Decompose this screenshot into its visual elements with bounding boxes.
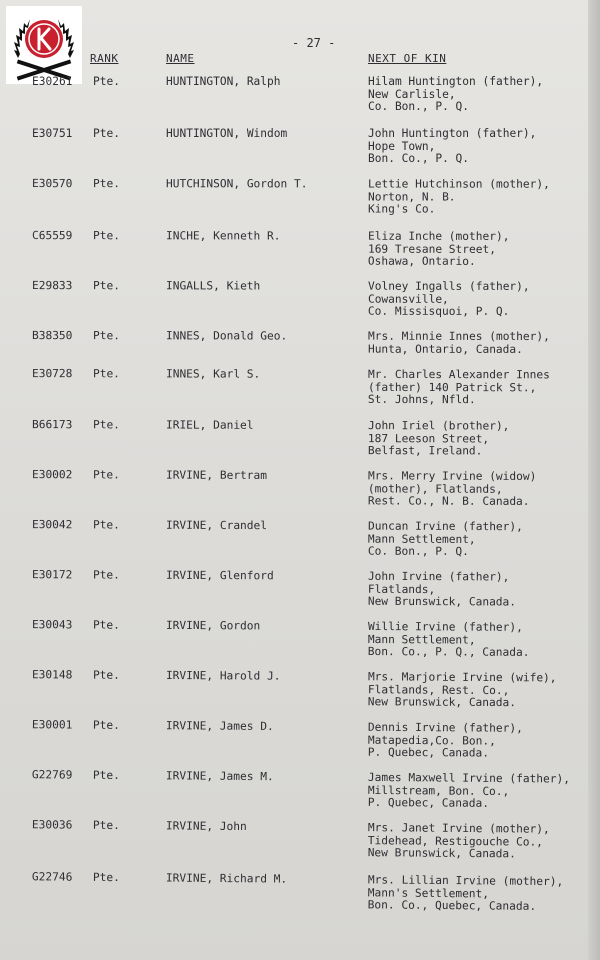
- rank: Pte.: [92, 177, 120, 191]
- soldier-name: HUNTINGTON, Windom: [166, 127, 288, 140]
- service-number: E30261: [32, 75, 73, 88]
- rank: Pte.: [93, 75, 120, 88]
- table-row: [0, 870, 600, 913]
- rank: Pte.: [92, 468, 120, 482]
- service-number: E30036: [31, 818, 73, 832]
- table-row: [0, 367, 600, 407]
- service-number: E30148: [31, 668, 73, 682]
- next-of-kin: Eliza Inche (mother), 169 Tresane Street, Oshawa, Ontario.: [367, 229, 510, 268]
- soldier-name: IRVINE, Bertram: [165, 468, 268, 482]
- next-of-kin: Mrs. Marjorie Irvine (wife), Flatlands, Rest. Co., New Brunswick, Canada.: [367, 670, 557, 710]
- soldier-name: IRVINE, Gordon: [165, 618, 261, 633]
- next-of-kin: Mrs. Merry Irvine (widow) (mother), Flatlands, Rest. Co., N. B. Canada.: [367, 469, 537, 508]
- soldier-name: INGALLS, Kieth: [165, 279, 261, 293]
- table-row: [0, 618, 600, 659]
- next-of-kin: Willie Irvine (father), Mann Settlement, Bon. Co., P. Q., Canada.: [367, 620, 530, 659]
- next-of-kin: Dennis Irvine (father), Matapedia,Co. Bon., P. Quebec, Canada.: [367, 720, 523, 760]
- soldier-name: INCHE, Kenneth R.: [165, 229, 281, 243]
- service-number: B66173: [31, 418, 73, 432]
- service-number: E30002: [31, 468, 73, 482]
- soldier-name: IRVINE, Crandel: [165, 518, 268, 533]
- service-number: E29833: [31, 279, 73, 293]
- soldier-name: IRVINE, Richard M.: [165, 871, 288, 886]
- page-number: - 27 -: [292, 36, 336, 50]
- next-of-kin: James Maxwell Irvine (father), Millstream, Bon. Co., P. Quebec, Canada.: [367, 770, 571, 810]
- soldier-name: IRVINE, James M.: [165, 769, 274, 784]
- rank: Pte.: [92, 518, 120, 532]
- table-row: [0, 668, 600, 710]
- rank: Pte.: [92, 618, 120, 632]
- table-row: [0, 418, 600, 458]
- table-row: [0, 279, 600, 318]
- rank: Pte.: [92, 229, 120, 243]
- table-row: [0, 718, 600, 760]
- soldier-name: IRVINE, Glenford: [165, 568, 274, 583]
- next-of-kin: Mrs. Minnie Innes (mother), Hunta, Ontario, Canada.: [367, 329, 550, 356]
- rank: Pte.: [92, 768, 120, 782]
- soldier-name: IRVINE, Harold J.: [165, 669, 281, 683]
- table-row: [0, 229, 600, 268]
- service-number: E30043: [31, 618, 73, 632]
- service-number: C65559: [31, 229, 73, 243]
- next-of-kin: Duncan Irvine (father), Mann Settlement, Co. Bon., P. Q.: [367, 519, 523, 559]
- next-of-kin: Volney Ingalls (father), Cowansville, Co. Missisquoi, P. Q.: [367, 279, 530, 318]
- service-number: E30728: [31, 367, 73, 381]
- rank: Pte.: [92, 870, 120, 885]
- next-of-kin: Mrs. Janet Irvine (mother), Tidehead, Restigouche Co., New Brunswick, Canada.: [367, 821, 550, 861]
- table-row: [0, 518, 600, 559]
- table-row: [0, 329, 600, 356]
- service-number: E30172: [31, 568, 73, 582]
- soldier-name: INNES, Karl S.: [165, 367, 261, 381]
- rank: Pte.: [92, 367, 120, 381]
- rank: Pte.: [92, 818, 120, 833]
- service-number: G22769: [31, 768, 73, 782]
- soldier-name: HUTCHINSON, Gordon T.: [165, 177, 308, 191]
- page-edge-shadow: [588, 0, 600, 960]
- logo-icon: [6, 6, 82, 84]
- next-of-kin: Lettie Hutchinson (mother), Norton, N. B. King's Co.: [367, 177, 550, 216]
- next-of-kin-column-header: NEXT OF KIN: [368, 52, 447, 65]
- table-row: [0, 468, 600, 508]
- service-number: E30570: [31, 177, 73, 191]
- rank: Pte.: [92, 418, 120, 432]
- table-row: [0, 568, 600, 609]
- next-of-kin: Mrs. Lillian Irvine (mother), Mann's Settlement, Bon. Co., Quebec, Canada.: [367, 873, 564, 913]
- rank: Pte.: [92, 568, 120, 582]
- table-row: [0, 818, 600, 861]
- service-number: B38350: [31, 329, 73, 343]
- next-of-kin: Mr. Charles Alexander Innes (father) 140 Patrick St., St. Johns, Nfld.: [367, 367, 550, 407]
- service-number: G22746: [31, 870, 73, 884]
- rank: Pte.: [92, 668, 120, 682]
- service-number: E30001: [31, 718, 73, 732]
- rank: Pte.: [92, 718, 120, 732]
- next-of-kin: Hilam Huntington (father), New Carlisle, Co. Bon., P. Q.: [368, 75, 544, 113]
- next-of-kin: John Huntington (father), Hope Town, Bon. Co., P. Q.: [368, 127, 537, 165]
- soldier-name: IRVINE, John: [165, 819, 247, 834]
- rank-column-header: RANK: [90, 52, 119, 65]
- soldier-name: IRVINE, James D.: [165, 719, 274, 734]
- rank: Pte.: [92, 279, 120, 293]
- rank: Pte.: [92, 329, 120, 343]
- rank: Pte.: [93, 127, 120, 140]
- table-row: [0, 177, 600, 216]
- name-column-header: NAME: [166, 52, 195, 65]
- next-of-kin: John Iriel (brother), 187 Leeson Street, Belfast, Ireland.: [367, 419, 510, 458]
- soldier-name: IRIEL, Daniel: [165, 418, 254, 432]
- soldier-name: HUNTINGTON, Ralph: [166, 75, 281, 88]
- next-of-kin: John Irvine (father), Flatlands, New Brunswick, Canada.: [367, 569, 517, 609]
- service-number: E30042: [31, 518, 73, 532]
- service-number: E30751: [32, 127, 73, 140]
- soldier-name: INNES, Donald Geo.: [165, 329, 288, 343]
- table-row: [0, 768, 600, 810]
